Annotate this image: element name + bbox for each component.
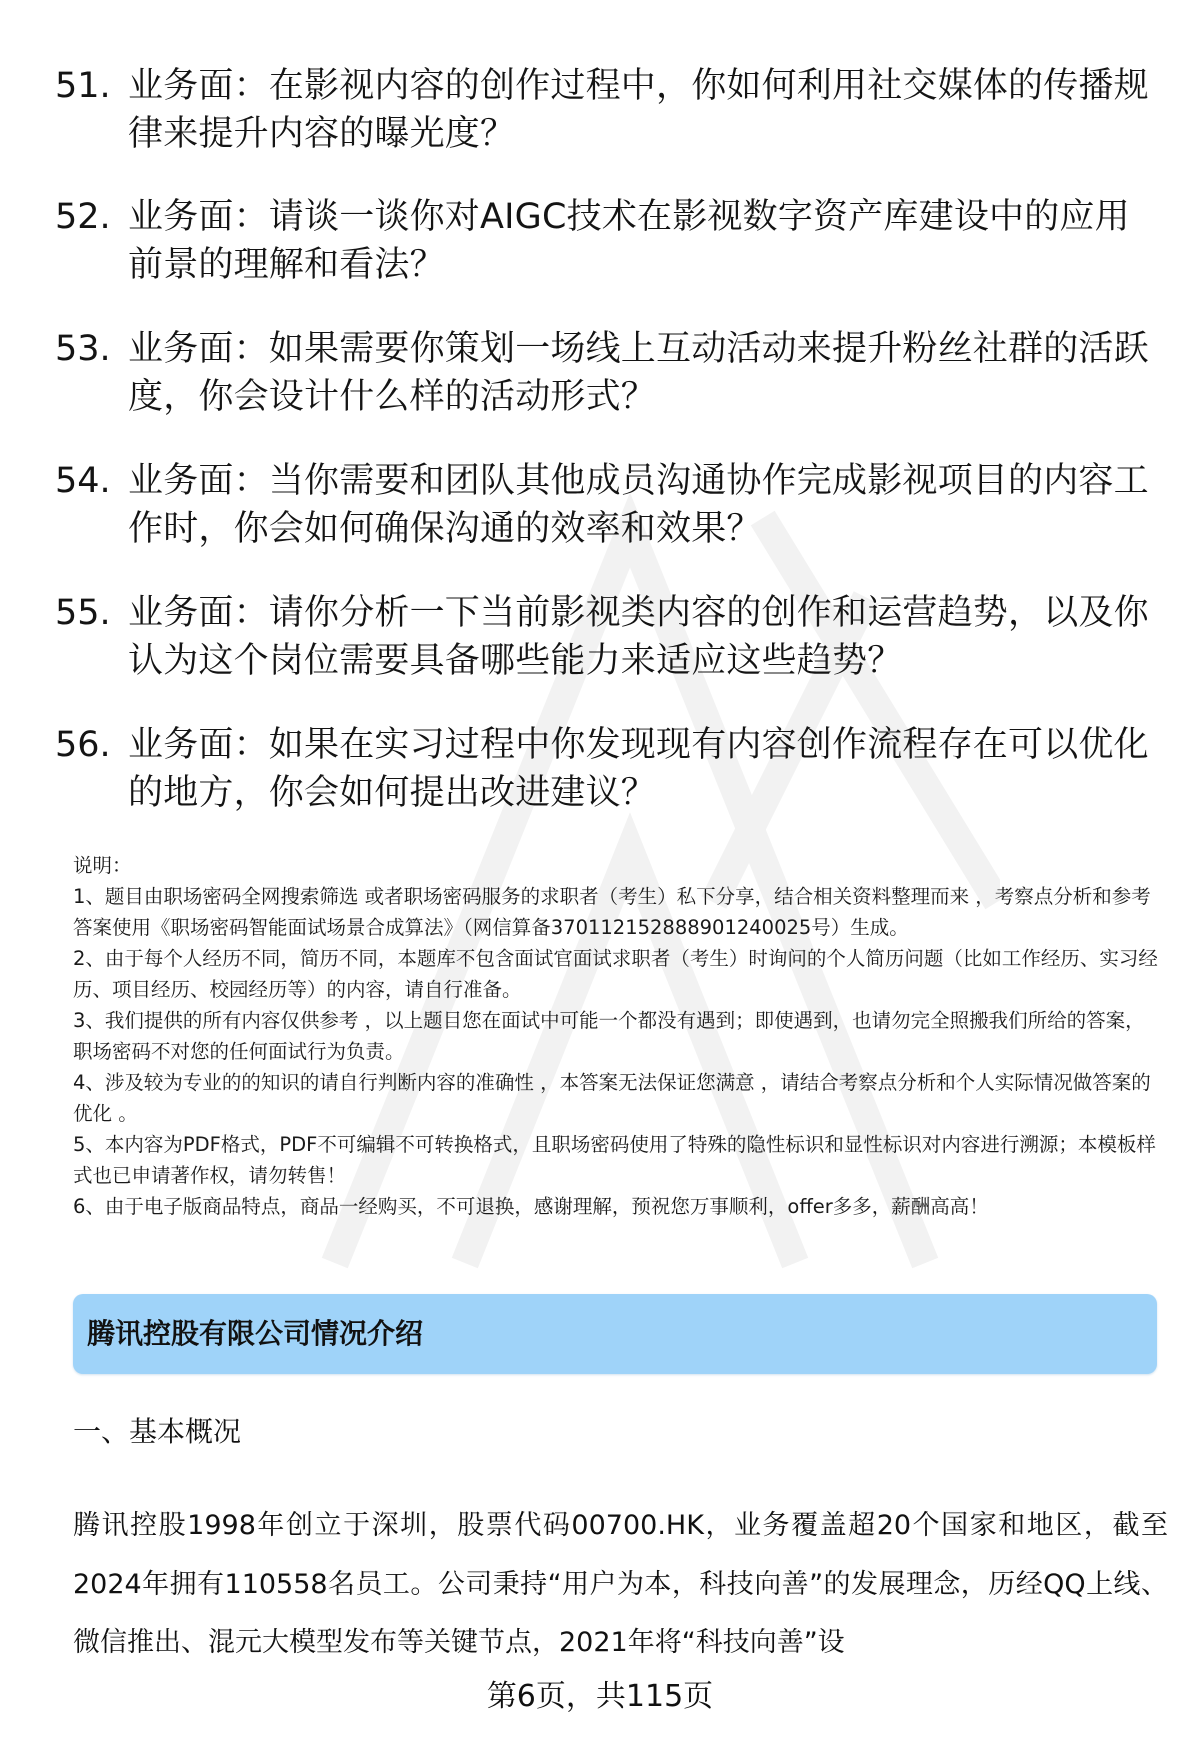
notes-heading: 说明： — [73, 854, 132, 877]
question-number: 53. — [55, 329, 111, 369]
question-item — [55, 457, 1165, 553]
company-overview-paragraph: 腾讯控股1998年创立于深圳，股票代码00700.HK，业务覆盖超20个国家和地区，截至2024年拥有110558名员工。公司秉持“用户为本，科技向善”的发展理念，历经QQ上线、微信推出、混元大模型发布等关键节点，2021年将“科技向善”设 — [73, 1510, 1168, 1658]
question-item — [55, 325, 1165, 421]
question-number: 52. — [55, 197, 111, 237]
question-item — [55, 62, 1165, 158]
question-item — [55, 589, 1165, 685]
question-number: 55. — [55, 593, 111, 633]
note-item: 3、我们提供的所有内容仅供参考 ，以上题目您在面试中可能一个都没有遇到；即使遇到，也请勿完全照搬我们所给的答案，职场密码不对您的任何面试行为负责。 — [73, 1009, 1145, 1063]
question-text: 业务面：请你分析一下当前影视类内容的创作和运营趋势，以及你认为这个岗位需要具备哪些能力来适应这些趋势？ — [128, 593, 1149, 681]
question-item — [55, 721, 1165, 817]
question-text: 业务面：请谈一谈你对AIGC技术在影视数字资产库建设中的应用前景的理解和看法？ — [128, 197, 1130, 285]
note-item: 1、题目由职场密码全网搜索筛选 或者职场密码服务的求职者（考生）私下分享，结合相关资料整理而来 ，考察点分析和参考答案使用《职场密码智能面试场景合成算法》（网信算备370112152888901240025号）生成。 — [73, 885, 1151, 939]
question-number: 51. — [55, 66, 111, 106]
question-item — [55, 193, 1165, 289]
subsection-heading: 一、基本概况 — [73, 1415, 242, 1448]
section-header-banner — [73, 1294, 1157, 1374]
page-number: 第6页，共115页 — [486, 1679, 714, 1714]
question-text: 业务面：如果在实习过程中你发现现有内容创作流程存在可以优化的地方，你会如何提出改进建议？ — [128, 725, 1149, 813]
question-text: 业务面：在影视内容的创作过程中，你如何利用社交媒体的传播规律来提升内容的曝光度？ — [128, 66, 1149, 154]
section-title: 腾讯控股有限公司情况介绍 — [87, 1317, 424, 1350]
note-item: 2、由于每个人经历不同，简历不同，本题库不包含面试官面试求职者（考生）时询问的个人简历问题（比如工作经历、实习经历、项目经历、校园经历等）的内容，请自行准备。 — [73, 947, 1158, 1001]
question-text: 业务面：当你需要和团队其他成员沟通协作完成影视项目的内容工作时，你会如何确保沟通的效率和效果？ — [128, 461, 1149, 549]
note-item: 6、由于电子版商品特点，商品一经购买，不可退换，感谢理解，预祝您万事顺利，offer多多，薪酬高高！ — [73, 1195, 989, 1218]
disclaimer-notes — [73, 850, 1163, 1222]
note-item: 5、本内容为PDF格式，PDF不可编辑不可转换格式，且职场密码使用了特殊的隐性标识和显性标识对内容进行溯源；本模板样式也已申请著作权，请勿转售！ — [73, 1133, 1156, 1187]
question-text: 业务面：如果需要你策划一场线上互动活动来提升粉丝社群的活跃度，你会设计什么样的活动形式？ — [128, 329, 1149, 417]
note-item: 4、涉及较为专业的的知识的请自行判断内容的准确性 ，本答案无法保证您满意 ，请结合考察点分析和个人实际情况做答案的优化 。 — [73, 1071, 1151, 1125]
question-number: 54. — [55, 461, 111, 501]
question-number: 56. — [55, 725, 111, 765]
